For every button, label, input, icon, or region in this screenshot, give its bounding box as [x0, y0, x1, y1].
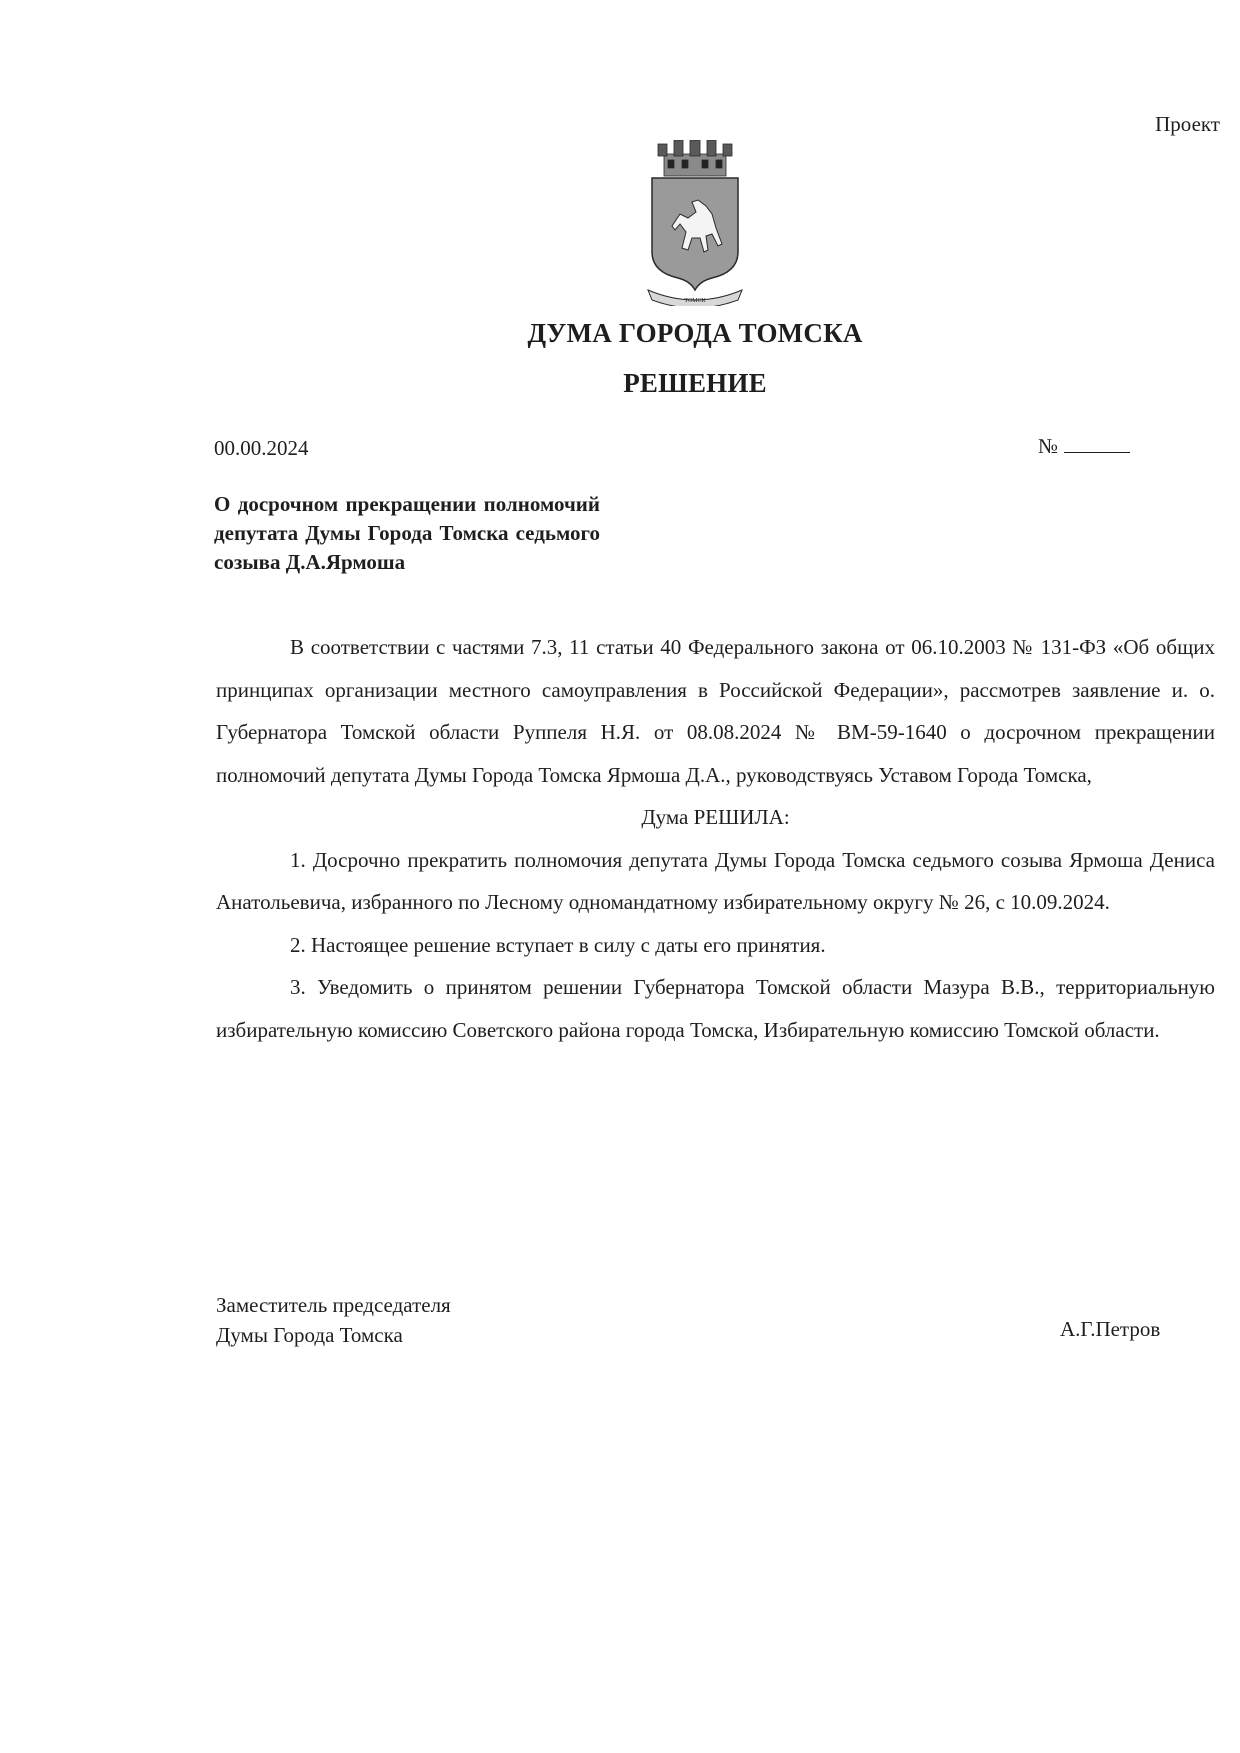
preamble-paragraph: В соответствии с частями 7.3, 11 статьи 40 Федерального закона от 06.10.2003 № 131-ФЗ «Об общих принципах организации местного самоуправления в Российской Федерации», рассмотрев заявление и. о. Губернатора Томской области Руппеля Н.Я. от 08.08.2024 № ВМ-59-1640 о досрочном прекращении полномочий депутата Думы Города Томска Ярмоша Д.А., руководствуясь Уставом Города Томска,	[216, 635, 1215, 787]
document-date: 00.00.2024	[214, 436, 309, 460]
decision-item: 2. Настоящее решение вступает в силу с даты его принятия.	[290, 932, 826, 957]
signatory-name: А.Г.Петров	[1060, 1317, 1161, 1341]
city-coat-of-arms-icon	[642, 140, 748, 306]
organization-title: ДУМА ГОРОДА ТОМСКА	[527, 318, 863, 348]
document-type-title: РЕШЕНИЕ	[623, 368, 767, 398]
document-number	[1038, 434, 1130, 459]
signatory-position-line: Думы Города Томска	[216, 1323, 403, 1347]
signatory-position-line: Заместитель председателя	[216, 1293, 451, 1317]
number-blank	[1064, 436, 1130, 453]
document-subject: О досрочном прекращении полномочий депутата Думы Города Томска седьмого созыва Д.А.Ярмоша	[214, 492, 600, 574]
number-label: №	[1038, 434, 1059, 458]
decision-item: 1. Досрочно прекратить полномочия депутата Думы Города Томска седьмого созыва Ярмоша Дениса Анатольевича, избранного по Лесному одномандатному избирательному округу № 26, с 10.09.2024.	[216, 847, 1215, 914]
document-body	[216, 626, 1215, 1051]
signatory-position	[216, 1290, 451, 1350]
decision-item: 3. Уведомить о принятом решении Губернатора Томской области Мазура В.В., территориальную избирательную комиссию Советского района города Томска, Избирательную комиссию Томской области.	[216, 975, 1215, 1042]
draft-label: Проект	[1155, 112, 1220, 136]
decided-heading: Дума РЕШИЛА:	[641, 805, 790, 829]
emblem-motto: ТОМСК	[684, 298, 706, 304]
